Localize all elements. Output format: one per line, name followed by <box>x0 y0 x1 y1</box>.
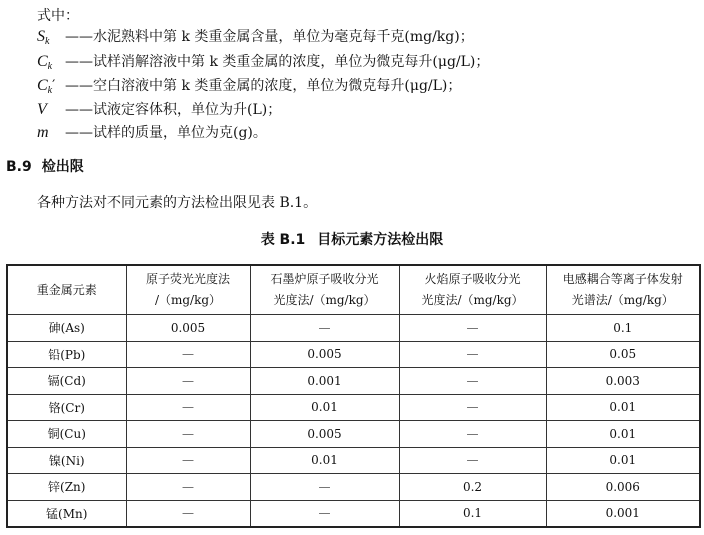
definition-text: ——试样的质量，单位为克(g)。 <box>65 125 267 141</box>
column-header-line: 光谱法/（mg/kg） <box>571 293 674 307</box>
limit-value-cell: — <box>399 447 546 474</box>
limit-value-cell: 0.1 <box>546 315 700 342</box>
definition-symbol: $S_k$ <box>37 28 50 47</box>
limit-value-cell: — <box>126 421 250 448</box>
limit-value-cell: — <box>399 394 546 421</box>
limit-value-cell: 0.01 <box>546 447 700 474</box>
element-name-cell: 砷(As) <box>7 315 126 342</box>
limit-value-cell: 0.01 <box>250 394 399 421</box>
section-title: 检出限 <box>41 159 84 175</box>
limit-value-cell: 0.005 <box>250 421 399 448</box>
table-header-row <box>7 265 700 315</box>
column-header-line: 光度法/（mg/kg） <box>273 293 376 307</box>
definition-item <box>37 53 489 73</box>
limit-value-cell: — <box>126 341 250 368</box>
limit-value-cell: 0.01 <box>250 447 399 474</box>
definition-text: ——试样消解溶液中第 k 类重金属的浓度，单位为微克每升(μg/L)； <box>65 54 490 70</box>
limit-value-cell: 0.005 <box>250 341 399 368</box>
definition-symbol: m <box>37 124 49 141</box>
column-header-line: 电感耦合等离子体发射 <box>562 272 683 286</box>
column-header-line: 火焰原子吸收分光 <box>424 272 521 286</box>
limit-value-cell: — <box>399 421 546 448</box>
column-header-line: 原子荧光光度法 <box>145 272 230 286</box>
limit-value-cell: — <box>399 315 546 342</box>
limit-value-cell: 0.05 <box>546 341 700 368</box>
column-header <box>399 265 546 315</box>
limit-value-cell: — <box>399 341 546 368</box>
table-row <box>7 368 700 395</box>
table-caption-label: 表 B.1 <box>260 232 306 248</box>
definition-symbol: V <box>37 101 47 118</box>
element-name-cell: 锌(Zn) <box>7 474 126 501</box>
detection-limits-table <box>6 264 701 528</box>
table-row <box>7 474 700 501</box>
table-row <box>7 421 700 448</box>
limit-value-cell: — <box>126 368 250 395</box>
table-row <box>7 315 700 342</box>
column-header <box>7 265 126 315</box>
element-name-cell: 铜(Cu) <box>7 421 126 448</box>
element-name-cell: 锰(Mn) <box>7 500 126 527</box>
table-caption <box>0 229 704 249</box>
definition-text: ——试液定容体积，单位为升(L)； <box>65 102 282 118</box>
column-header <box>546 265 700 315</box>
section-number: B.9 <box>6 159 32 175</box>
section-heading <box>6 158 84 176</box>
limit-value-cell: 0.005 <box>126 315 250 342</box>
limit-value-cell: — <box>399 368 546 395</box>
limit-value-cell: 0.2 <box>399 474 546 501</box>
table-row <box>7 447 700 474</box>
element-name-cell: 镉(Cd) <box>7 368 126 395</box>
column-header <box>250 265 399 315</box>
element-name-cell: 镍(Ni) <box>7 447 126 474</box>
limit-value-cell: 0.1 <box>399 500 546 527</box>
limit-value-cell: 0.003 <box>546 368 700 395</box>
limit-value-cell: 0.001 <box>546 500 700 527</box>
limit-value-cell: 0.006 <box>546 474 700 501</box>
limit-value-cell: — <box>126 394 250 421</box>
table-caption-title: 目标元素方法检出限 <box>317 232 444 248</box>
definition-item <box>37 77 461 97</box>
limit-value-cell: 0.01 <box>546 421 700 448</box>
definition-item <box>37 28 474 48</box>
definition-item <box>37 101 281 119</box>
definition-text: ——水泥熟料中第 k 类重金属含量，单位为毫克每千克(mg/kg)； <box>65 29 474 45</box>
intro-text: 式中： <box>37 8 79 24</box>
limit-value-cell: — <box>250 315 399 342</box>
limit-value-cell: 0.001 <box>250 368 399 395</box>
definition-text: ——空白溶液中第 k 类重金属的浓度，单位为微克每升(μg/L)； <box>65 78 462 94</box>
column-header <box>126 265 250 315</box>
limit-value-cell: — <box>250 500 399 527</box>
table-row <box>7 341 700 368</box>
definition-item <box>37 124 267 142</box>
limit-value-cell: — <box>126 447 250 474</box>
limit-value-cell: 0.01 <box>546 394 700 421</box>
limit-value-cell: — <box>250 474 399 501</box>
column-header-line: 光度法/（mg/kg） <box>421 293 524 307</box>
table-row <box>7 500 700 527</box>
definition-symbol: $C_k'$ <box>37 77 56 96</box>
element-name-cell: 铬(Cr) <box>7 394 126 421</box>
column-header-line: 重金属元素 <box>36 282 97 297</box>
limit-value-cell: — <box>126 500 250 527</box>
table-body <box>7 315 700 528</box>
element-name-cell: 铅(Pb) <box>7 341 126 368</box>
definition-symbol: $C_k$ <box>37 53 53 72</box>
paragraph: 各种方法对不同元素的方法检出限见表 B.1。 <box>37 195 318 211</box>
table-row <box>7 394 700 421</box>
limit-value-cell: — <box>126 474 250 501</box>
column-header-line: 石墨炉原子吸收分光 <box>270 272 379 286</box>
column-header-line: /（mg/kg） <box>154 293 222 307</box>
